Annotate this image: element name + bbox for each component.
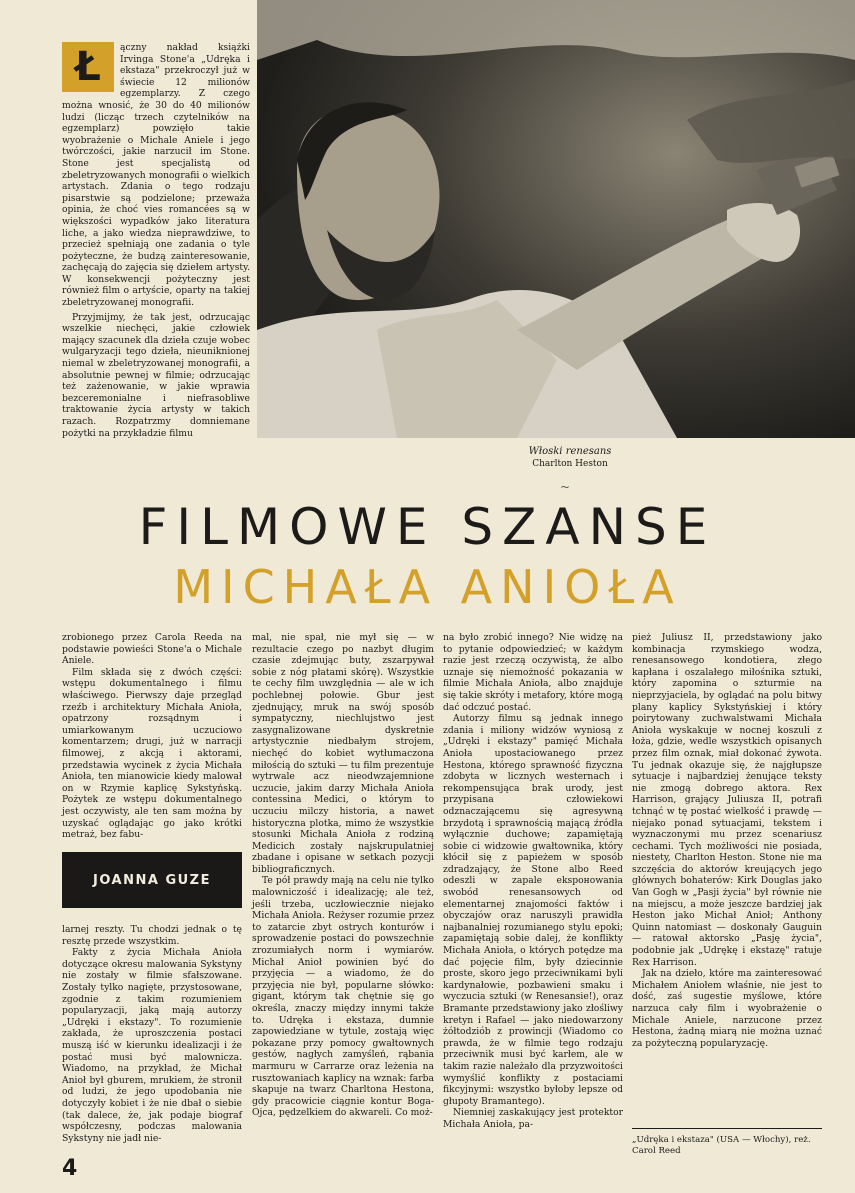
caption-actor: Charlton Heston [532, 459, 608, 469]
paragraph: mal, nie spał, nie mył się — w rezultacie czego po nazbyt długim czasie zdejmując buty, zszarpywał sobie z nóg płatami skórę). Wszystkie te cechy film uwzględnia — ale w ich pochlebnej połowie. Gbur jest zjednujący, mruk na swój sposób sympatyczny, niechlujstwo jest zasygnalizowane dyskretnie artystycznie niedbałym strojem, niechęć do kobiet wytłumaczona miłością do sztuki — tu film prezentuje wytrwale acz nieodwzajemnione uczucie, jakim darzy Michała Anioła contessina Medici, o którym to uczuciu milczy historia, a nawet historyczna plotka, mimo że wszystkie stosunki Michała Anioła z rodziną Medicich zostały najskrupulatniej zbadane i opisane w setkach pozycji bibliograficznych. [252, 632, 434, 875]
paragraph: Te pół prawdy mają na celu nie tylko malowniczość i idealizację; ale też, jeśli trzeba, uczłowiecznie niejako Michała Anioła. Reżyser rozumie przez to zatarcie zbyt ostrych konturów i sprowadzenie postaci do powszechnie zrozumiałych norm i wymiarów. Michał Anioł powinien być do przyjęcia — a wiadomo, że do przyjęcia nie był, popularne słówko: gigant, którym tak chętnie się go określa, znaczy między innymi także to. Udręka i ekstaza, dumnie zapowiedziane w tytule, zostają więc pokazane przy pomocy gwałtownych gestów, nagłych zamyśleń, rąbania marmuru w Carrarze oraz leżenia na rusztowaniach kaplicy na wznak: farba skapuje na twarz Charltona Hestona, gdy pracowicie ciągnie kontur Boga-Ojca, pędzelkiem do akwareli. Co moż- [252, 875, 434, 1119]
headline-line2: MICHAŁA ANIOŁA [173, 560, 682, 614]
intro-column [62, 42, 250, 442]
paragraph: Niemniej zaskakujący jest protektor Michała Anioła, pa- [443, 1107, 623, 1130]
paragraph: zrobionego przez Carola Reeda na podstawie powieści Stone'a o Michale Aniele. [62, 632, 242, 667]
paragraph: Fakty z życia Michała Anioła dotyczące okresu malowania Sykstyny nie zostały w filmie sfałszowane. Zostały tylko nagięte, przystosowane, zgodnie z takim rozumieniem popularyzacji, jaką mają autorzy „Udręki i ekstazy". To rozumienie zakłada, że uproszczenia postaci muszą iść w kierunku idealizacji i że postać musi być malownicza. Wiadomo, na przykład, że Michał Anioł był gburem, mrukiem, że stronił od ludzi, że jego upodobania nie dotyczyły kobiet i że nie dbał o siebie (tak dalece, że, jak podaje biograf współczesny, podczas malowania Sykstyny nie jadł nie- [62, 947, 242, 1144]
paragraph: Autorzy filmu są jednak innego zdania i miliony widzów wyniosą z „Udręki i ekstazy" pamięć Michała Anioła upostaciowanego przez Hestona, którego sprawność fizyczna zdobyta w licznych westernach i rekompensująca brak urody, jest przypisana człowiekowi odznaczającemu się agresywną brzydotą i sprawnością mającą źródła wyłącznie duchowe; zapamiętają sobie ci widzowie gwałtownika, który kłócił się z papieżem w sposób zdradzający, że Stone albo Reed odeszli w zapale ekspонowania swobód renesansowych od elementarnej znajomości faktów i obyczajów oraz naruszyli prawidła najbanalniej rozumianego stylu epoki; zapamiętają sobie dalej, że konflikty Michała Anioła, o których potędze ma dać pojęcie film, były dziecinnie proste, skoro jego przeciwnikami byli kardynałowie, pozbawieni smaku i wyczucia sztuki (w Renesansie!), oraz Bramante przedstawiony jako złośliwy kretyn i Rafael — jako niedowarzony żółtodziób z prowincji (Wiadomo co prawda, że w filmie tego rodzaju przeciwnik musi być karłem, ale w takim razie należało dla przyzwoitości wymyślić konflikty z postaciami fikcyjnymi: wszystko byłoby lepsze od głupoty Bramantego). [443, 713, 623, 1107]
paragraph: larnej reszty. Tu chodzi jednak o tę resztę przede wszystkim. [62, 924, 242, 947]
drop-cap: Ł [62, 42, 114, 92]
headline-line1: FILMOWE SZANSE [138, 498, 717, 556]
film-still-illustration [257, 0, 855, 438]
article-column-4 [632, 632, 822, 1049]
article-column-3 [443, 632, 623, 1131]
decorative-tilde: ~ [560, 480, 571, 494]
author-byline: JOANNA GUZE [62, 852, 242, 908]
paragraph: na było zrobić innego? Nie widzę na to pytanie odpowiedzieć; w każdym razie jest rzeczą oczywistą, że albo uznaje się niemożność pokazania w filmie Michała Anioła, albo znajduje się takie skróty i metafory, które mogą dać odczuć postać. [443, 632, 623, 713]
paragraph: Jak na dzieło, które ma zainteresować Michałem Aniołem właśnie, nie jest to dość, zaś sugestie myślowe, które narzuca cały film i wyobrażenie o Michale Aniele, narzucone przez Hestona, żadną miarą nie można uznać za pożyteczną popularyzację. [632, 968, 822, 1049]
page-number: 4 [62, 1156, 78, 1181]
article-column-2 [252, 632, 434, 1119]
photo-caption [470, 446, 670, 469]
paragraph: pież Juliusz II, przedstawiony jako kombinacja rzymskiego wodza, renesansowego kondotiera, złego kapłana i oszalałego miłośnika sztuki, który zapomina o szturmie na nieprzyjaciela, by oglądać na polu bitwy plany kaplicy Sykstyńskiej i który poirytowany zuchwalstwami Michała Anioła wyskakuje w nocnej koszuli z łoża, gdzie, wedle wszystkich opisanych przez film oznak, miał dokonać żywota. Tu jednak okazuje się, że najgłupsze sytuacje i najbardziej żenujące teksty nie zmogą dobrego aktora. Rex Harrison, grający Juliusza II, potrafi tchnąć w tę postać wielkość i prawdę — niejako ponad sytuacjami, tekstem i wyznaczonymi mu przez scenariusz cechami. Tych możliwości nie posiada, niestety, Charlton Heston. Stone nie ma szczęścia do aktorów kreujących jego głównych bohaterów: Kirk Douglas jako Van Gogh w „Pasji życia" był równie nie na miejscu, a może jeszcze bardziej jak Heston jako Michał Anioł; Anthony Quinn natomiast — doskonały Gauguin — ratował aktorsko „Pasję życia", podobnie jak „Udrękę i ekstazę" ratuje Rex Harrison. [632, 632, 822, 968]
article-column-1-top [62, 632, 242, 841]
paragraph: Film składa się z dwóch części: wstępu dokumentalnego i filmu właściwego. Pierwszy daje przegląd rzeźb i architektury Michała Anioła, opatrzony rozsądnym i umiarkowanym uczuciowo komentarzem; drugi, już w narracji filmowej, z akcją i aktorami, przedstawia wycinek z życia Michała Anioła, ten mianowicie kiedy malował on w Rzymie kaplicę Sykstyńską. Pożytek ze wstępu dokumentalnego jest oczywisty, ale ten sam można by uzyskać oglądając go jako krótki metraż, bez fabu- [62, 666, 242, 841]
film-still-photo [257, 0, 855, 438]
intro-paragraph: ączny nakład książki Irvinga Stone'a „Udręka i ekstaza" przekroczył już w świecie 12 milionów egzemplarzy. Z czego można wnosić, że 30 do 40 milionów ludzi (licząc trzech czytelników na egzemplarz) powzięło takie wyobrażenie o Michale Aniele i jego twórczości, jakie narzucił im Stone. Stone jest specjalistą od zbeletryzowanych monografii o wielkich artystach. Zdania o tego rodzaju pisarstwie są podzielone; przeważa opinia, że choć vies romancées są w większości wypadków jako literatura liche, a jako wiedza nieprawdziwe, to przecież spełniają one zadania o tyle pożyteczne, że budzą zainteresowanie, zachęcają do zajęcia się dziełem artysty. W konsekwencji pożyteczny jest również film o artyście, oparty na takiej zbeletryzowanej monografii. [62, 42, 250, 309]
article-column-1-bottom [62, 924, 242, 1144]
caption-title: Włoski renesans [528, 446, 612, 457]
intro-paragraph: Przyjmijmy, że tak jest, odrzucając wszelkie niechęci, jakie człowiek mający szacunek dla dzieła czuje wobec wulgaryzacji tego dzieła, nieuniknionej niemal w zbeletryzowanej monografii, a absolutnie pewnej w filmie; odrzucając też zażenowanie, w jakie wprawia bezceremonialne i niefrasobliwe traktowanie życia artysty w takich razach. Rozpatrzmy domniemane pożytki na przykładzie filmu [62, 311, 250, 439]
film-credits-footnote: „Udręka i ekstaza" (USA — Włochy), reż. Carol Reed [632, 1128, 822, 1157]
